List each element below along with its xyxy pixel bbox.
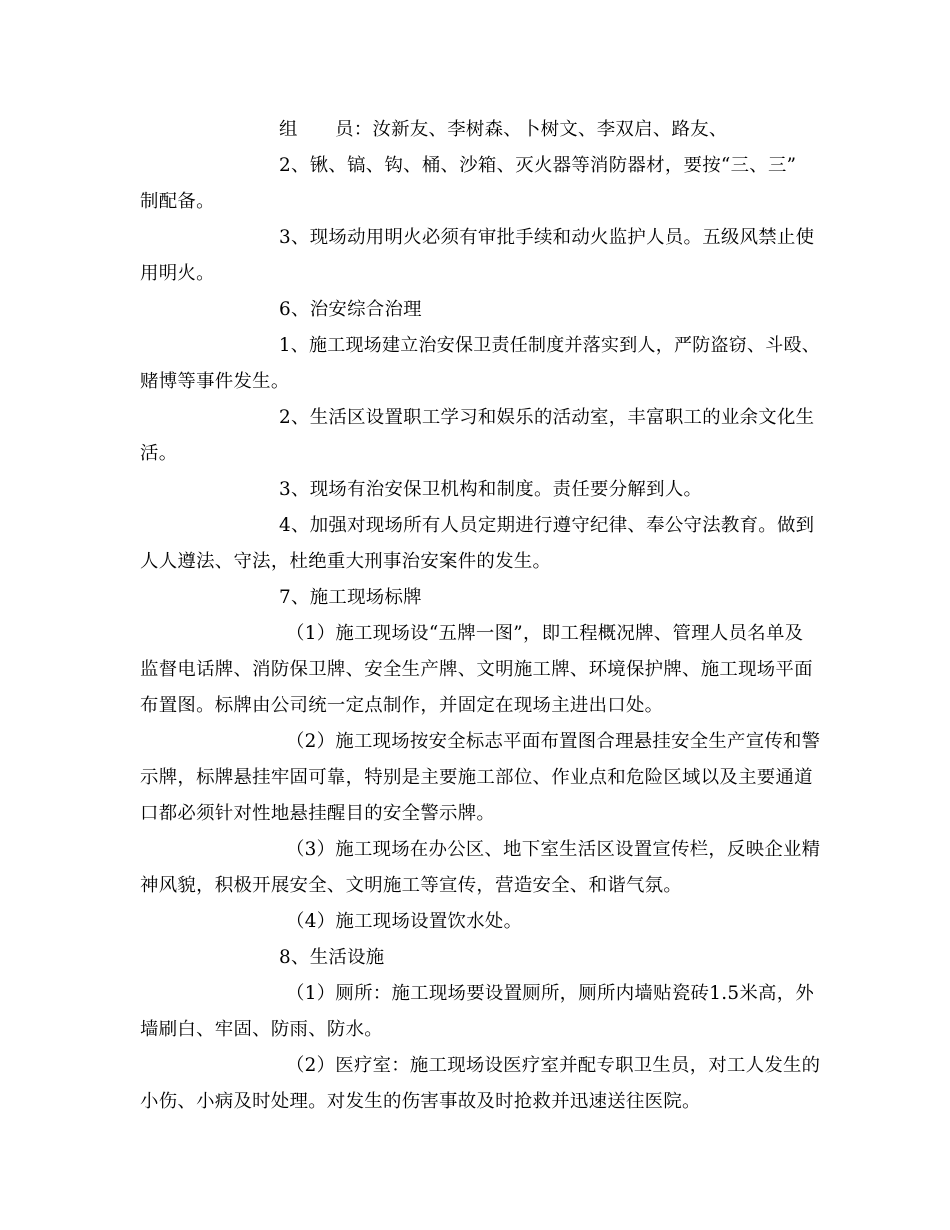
paragraph-line: 制配备。 [140, 191, 215, 212]
paragraph-line: 人人遵法、守法，杜绝重大刑事治安案件的发生。 [140, 551, 552, 572]
paragraph-line: 墙刷白、牢固、防雨、防水。 [140, 1019, 383, 1040]
paragraph-line: 2、生活区设置职工学习和娱乐的活动室，丰富职工的业余文化生 [279, 407, 815, 428]
paragraph-line: 布置图。标牌由公司统一定点制作，并固定在现场主进出口处。 [140, 695, 664, 716]
paragraph-line: （1）厕所：施工现场要设置厕所，厕所内墙贴瓷砖1.5米高，外 [286, 983, 815, 1004]
paragraph-line: （2）施工现场按安全标志平面布置图合理悬挂安全生产宣传和警 [286, 731, 821, 752]
paragraph-line: 3、现场动用明火必须有审批手续和动火监护人员。五级风禁止使 [279, 227, 815, 248]
section-heading: 6、治安综合治理 [279, 299, 422, 320]
paragraph-line: （3）施工现场在办公区、地下室生活区设置宣传栏，反映企业精 [286, 839, 821, 860]
section-heading: 8、生活设施 [279, 947, 385, 968]
paragraph-line: 1、施工现场建立治安保卫责任制度并落实到人，严防盗窃、斗殴、 [279, 335, 821, 356]
paragraph-line: 2、锹、镐、钩、桶、沙箱、灭火器等消防器材，要按“三、三” [279, 155, 797, 176]
paragraph-line: 口都必须针对性地悬挂醒目的安全警示牌。 [140, 803, 496, 824]
paragraph-line: 3、现场有治安保卫机构和制度。责任要分解到人。 [279, 479, 703, 500]
team-members-line: 组 员：汝新友、李树森、卜树文、李双启、路友、 [279, 119, 728, 140]
paragraph-line: 用明火。 [140, 263, 215, 284]
paragraph-line: 监督电话牌、消防保卫牌、安全生产牌、文明施工牌、环境保护牌、施工现场平面 [140, 659, 813, 680]
section-heading: 7、施工现场标牌 [279, 587, 422, 608]
paragraph-line: 4、加强对现场所有人员定期进行遵守纪律、奉公守法教育。做到 [279, 515, 815, 536]
paragraph-line: 示牌，标牌悬挂牢固可靠，特别是主要施工部位、作业点和危险区域以及主要通道 [140, 767, 813, 788]
paragraph-line: （2）医疗室：施工现场设医疗室并配专职卫生员，对工人发生的 [286, 1055, 821, 1076]
paragraph-line: （1）施工现场设“五牌一图”，即工程概况牌、管理人员名单及 [286, 623, 804, 644]
paragraph-line: 小伤、小病及时处理。对发生的伤害事故及时抢救并迅速送往医院。 [140, 1091, 701, 1112]
paragraph-line: （4）施工现场设置饮水处。 [286, 911, 523, 932]
paragraph-line: 活。 [140, 443, 178, 464]
paragraph-line: 神风貌，积极开展安全、文明施工等宣传，营造安全、和谐气氛。 [140, 875, 683, 896]
paragraph-line: 赌博等事件发生。 [140, 371, 290, 392]
